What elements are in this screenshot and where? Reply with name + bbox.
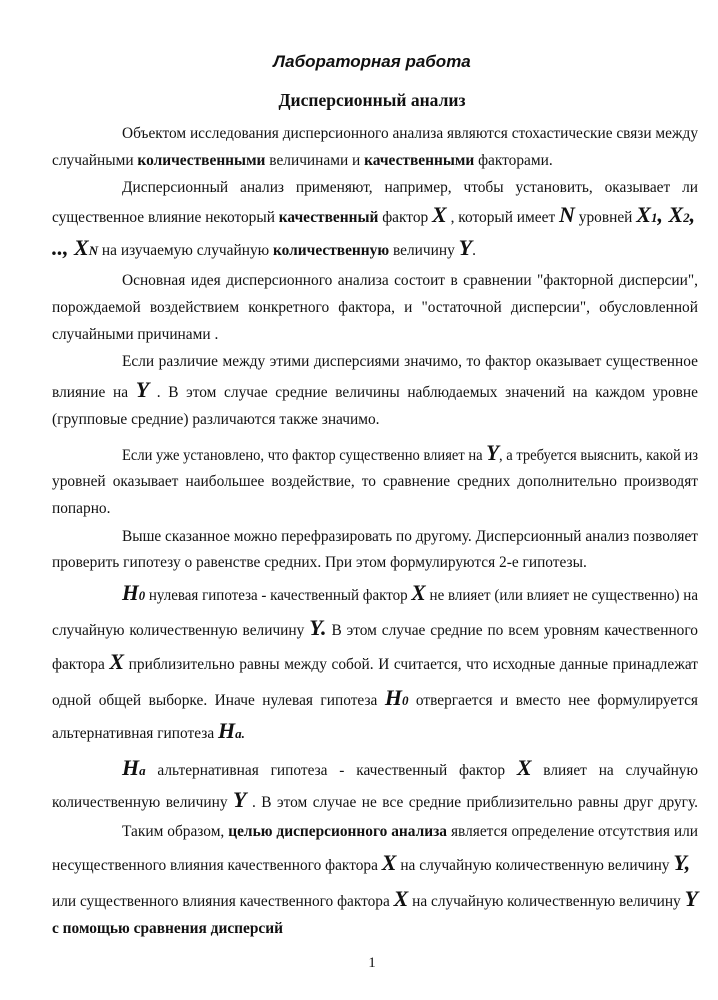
math-variable: X bbox=[411, 580, 426, 605]
text-line bbox=[122, 525, 697, 549]
math-variable: H bbox=[218, 718, 236, 743]
text-segment: . В этом случае средние величины наблюдаемых значений на каждом уровне bbox=[149, 384, 698, 401]
math-variable: Y bbox=[233, 787, 247, 812]
text-segment: одной общей выборке. Иначе нулевая гипотеза bbox=[52, 692, 385, 709]
text-segment: не влияет (или влияет не существенно) на bbox=[425, 587, 698, 604]
text-segment: случайными bbox=[52, 152, 138, 169]
math-variable: H bbox=[384, 685, 402, 710]
bold-text: целью дисперсионного анализа bbox=[228, 823, 447, 840]
text-segment: . bbox=[472, 242, 476, 259]
text-line bbox=[52, 787, 698, 814]
text-segment: отвергается и вместо нее формулируется bbox=[408, 692, 698, 709]
text-segment: величину bbox=[389, 242, 459, 259]
math-variable: N bbox=[559, 202, 575, 227]
math-variable: X bbox=[393, 886, 409, 911]
text-segment: Если уже установлено, что фактор существенно влияет на bbox=[122, 447, 487, 464]
text-segment: Основная идея дисперсионного анализа состоит в сравнении "факторной дисперсии", bbox=[122, 272, 698, 289]
text-segment: величинами и bbox=[265, 152, 365, 169]
text-segment: на изучаемую случайную bbox=[98, 242, 274, 259]
text-segment: альтернативная гипотеза - качественный фактор bbox=[145, 762, 517, 779]
bold-text: с помощью сравнения дисперсий bbox=[52, 920, 283, 937]
text-segment: несущественного влияния качественного фактора bbox=[52, 857, 382, 874]
math-variable: a. bbox=[235, 726, 245, 741]
math-variable: X bbox=[636, 202, 651, 227]
text-line bbox=[52, 615, 698, 642]
text-line bbox=[52, 470, 698, 494]
text-segment: случайную количественную величину bbox=[52, 622, 310, 639]
text-segment: Объектом исследования дисперсионного анализа являются стохастические связи между bbox=[122, 125, 698, 142]
section-heading: Дисперсионный анализ bbox=[278, 90, 466, 110]
text-line bbox=[52, 917, 698, 941]
text-segment: Дисперсионный анализ применяют, например, чтобы установить, оказывает ли bbox=[122, 179, 698, 196]
bold-text: количественную bbox=[273, 242, 390, 259]
text-segment: Таким образом, bbox=[122, 823, 229, 840]
bold-text: количественными bbox=[137, 152, 266, 169]
text-line bbox=[52, 149, 698, 173]
math-variable: , X bbox=[657, 202, 684, 227]
text-segment: порождаемой воздействием конкретного фактора, и "остаточной дисперсии", обусловленной bbox=[52, 299, 698, 316]
math-variable: X bbox=[432, 202, 447, 227]
math-variable: , bbox=[689, 202, 696, 227]
text-line bbox=[52, 718, 698, 745]
text-segment: случайными причинами . bbox=[52, 326, 219, 343]
text-segment: на случайную количественную величину bbox=[408, 893, 685, 910]
math-variable: Y bbox=[486, 440, 499, 465]
text-segment: влияние на bbox=[52, 384, 136, 401]
text-segment: уровней bbox=[574, 209, 637, 226]
math-variable: a bbox=[139, 763, 146, 778]
text-segment: Выше сказанное можно перефразировать по другому. Дисперсионный анализ позволяет bbox=[122, 528, 698, 545]
text-segment: существенное влияние некоторый bbox=[52, 209, 279, 226]
text-segment: В этом случае средние по всем уровням качественного bbox=[326, 622, 698, 639]
text-segment: уровней оказывает наибольшее воздействие, то сравнение средних дополнительно производят bbox=[52, 473, 698, 490]
text-line bbox=[52, 377, 698, 404]
math-variable: H bbox=[122, 580, 139, 605]
document-title: Лабораторная работа bbox=[273, 52, 471, 71]
text-line bbox=[52, 323, 698, 347]
bold-text: качественный bbox=[278, 209, 379, 226]
text-line bbox=[52, 850, 698, 877]
text-line bbox=[52, 202, 698, 229]
text-line bbox=[52, 685, 698, 712]
text-line bbox=[52, 296, 698, 320]
text-segment: на случайную количественную величину bbox=[396, 857, 674, 874]
bold-text: качественными bbox=[364, 152, 475, 169]
text-line bbox=[122, 580, 698, 607]
text-segment: альтернативная гипотеза bbox=[52, 725, 219, 742]
text-line bbox=[52, 886, 698, 913]
text-segment: (групповые средние) различаются также значимо. bbox=[52, 411, 380, 428]
math-variable: 0 bbox=[401, 693, 409, 708]
math-variable: Y bbox=[458, 235, 473, 260]
text-segment: приблизительно равны между собой. И считается, что исходные данные принадлежат bbox=[124, 656, 698, 673]
text-segment: попарно. bbox=[52, 500, 111, 517]
text-line bbox=[52, 497, 698, 521]
page-number: 1 bbox=[368, 955, 376, 971]
math-variable: 0 bbox=[138, 588, 146, 603]
text-line bbox=[122, 820, 698, 844]
text-line bbox=[122, 176, 698, 200]
text-segment: проверить гипотезу о равенстве средних. При этом формулируются 2-е гипотезы. bbox=[52, 554, 587, 571]
text-line bbox=[122, 755, 698, 782]
math-variable: Y bbox=[684, 886, 698, 911]
text-line bbox=[52, 649, 698, 676]
text-line bbox=[122, 350, 698, 374]
math-variable: Y. bbox=[309, 615, 327, 640]
text-segment: . В этом случае не все средние приблизительно равны друг другу. bbox=[246, 794, 698, 811]
text-line bbox=[52, 551, 698, 575]
text-line bbox=[122, 122, 696, 146]
math-variable: H bbox=[122, 755, 140, 780]
text-line bbox=[122, 440, 698, 467]
text-segment: фактора bbox=[52, 656, 110, 673]
math-variable: Y, bbox=[673, 850, 691, 875]
text-line bbox=[52, 408, 698, 432]
text-segment: влияет на случайную bbox=[531, 762, 698, 779]
math-variable: X bbox=[516, 755, 532, 780]
text-line bbox=[122, 269, 698, 293]
math-variable: Y bbox=[135, 377, 150, 402]
text-segment: фактор bbox=[378, 209, 433, 226]
math-variable: X bbox=[381, 850, 397, 875]
text-segment: нулевая гипотеза - качественный фактор bbox=[145, 587, 412, 604]
text-segment: или существенного влияния качественного фактора bbox=[52, 893, 394, 910]
text-line bbox=[52, 235, 698, 262]
text-segment: является определение отсутствия или bbox=[447, 823, 698, 840]
math-variable: X bbox=[109, 649, 125, 674]
math-variable: .., X bbox=[52, 235, 89, 260]
math-variable: 1 bbox=[650, 210, 658, 225]
text-segment: факторами. bbox=[474, 152, 553, 169]
text-segment: , а требуется выяснить, какой из bbox=[498, 447, 698, 464]
text-segment: количественную величину bbox=[52, 794, 234, 811]
math-variable: N bbox=[88, 243, 99, 258]
math-variable: 2 bbox=[683, 210, 690, 225]
text-segment: Если различие между этими дисперсиями значимо, то фактор оказывает существенное bbox=[122, 353, 698, 370]
text-segment: , который имеет bbox=[446, 209, 560, 226]
